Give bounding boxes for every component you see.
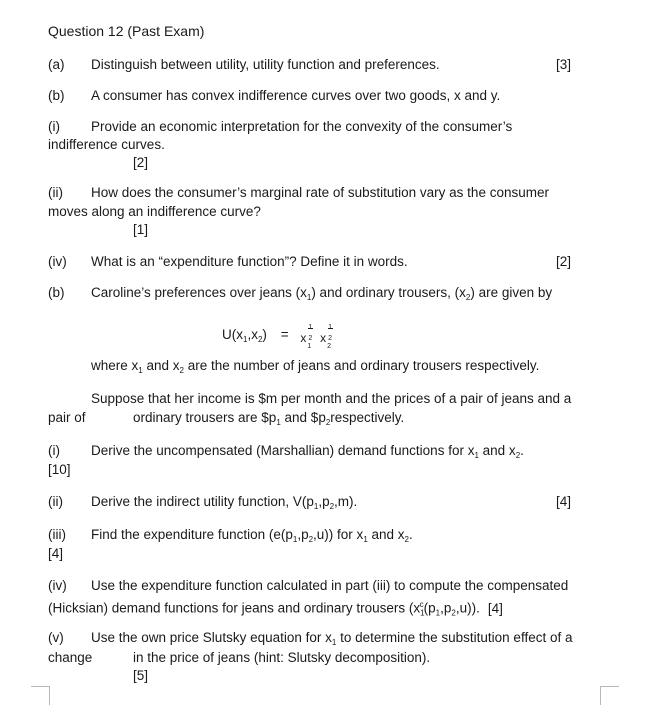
q-ii1-label: (ii): [48, 185, 63, 200]
q-ii1-line1: How does the consumer’s marginal rate of substitution vary as the consumer: [91, 185, 549, 200]
q-i1-line1: Provide an economic interpretation for the convexity of the consumer’s: [91, 119, 513, 134]
q-i1-label: (i): [48, 119, 60, 134]
question-title: Question 12 (Past Exam): [48, 23, 205, 39]
q-i2-marks: [10]: [48, 462, 71, 477]
q-v2-line1: Use the own price Slutsky equation for $x_1$ to determine the substitution effect of a: [91, 630, 573, 647]
q-v2-lead: change: [48, 650, 93, 665]
q-iv2-marks: [4]: [487, 600, 503, 616]
q-iv2-label: (iv): [48, 578, 67, 593]
where-text: where $x_1$ and $x_2$ are the number of jeans and ordinary trousers respectively.: [91, 358, 540, 375]
q-iv1-text: What is an “expenditure function”? Define it in words.: [91, 254, 408, 269]
q-i2-label: (i): [48, 443, 60, 458]
q-a-text: Distinguish between utility, utility function and preferences.: [91, 57, 440, 72]
q-iii2-label: (iii): [48, 527, 66, 542]
q-v2-label: (v): [48, 630, 64, 645]
q-iv1-marks: [2]: [556, 254, 572, 269]
q-ii2-text: Derive the indirect utility function, $V(p_1,p_2,m)$.: [91, 494, 358, 511]
suppose-line2: ordinary trousers are $\$p_1$ and $\$p_2respectively$.: [133, 410, 405, 427]
q-a-marks: [3]: [556, 57, 572, 72]
q-b2-text: Caroline’s preferences over jeans $(x_1)$ and ordinary trousers, $(x_2)$ are given by: [91, 285, 553, 302]
page-corner-mark-right: [600, 686, 619, 705]
utility-formula: $U(x_1,x_2)$ = x 1 2 1 x 1 2 2: [222, 325, 334, 344]
q-ii1-marks: [1]: [133, 222, 149, 237]
q-b1-label: (b): [48, 88, 65, 103]
q-v2-line2: in the price of jeans (hint: Slutsky decomposition).: [133, 650, 431, 665]
q-i1-marks: [2]: [133, 155, 149, 170]
q-b2-label: (b): [48, 285, 65, 300]
q-iv2-line2: (Hicksian) demand functions for jeans and ordinary trousers $(x_1^c(p_1,p_2,u))$. [4]: [48, 600, 503, 618]
q-iv2-line1: Use the expenditure function calculated in part (iii) to compute the compensated: [91, 578, 569, 593]
suppose-line1: Suppose that her income is $m per month and the prices of a pair of jeans and a: [91, 391, 572, 406]
q-ii2-marks: [4]: [556, 494, 572, 509]
q-i2-text: Derive the uncompensated (Marshallian) demand functions for $x_1$ and $x_2$.: [91, 443, 524, 460]
q-ii2-label: (ii): [48, 494, 63, 509]
formula-term-x2: x 1 2 2: [320, 324, 333, 350]
q-i1-line2: indifference curves.: [48, 137, 165, 152]
q-iii2-marks: [4]: [48, 546, 64, 561]
q-ii1-line2: moves along an indifference curve?: [48, 204, 261, 219]
q-b1-text: A consumer has convex indifference curves over two goods, x and y.: [91, 88, 501, 103]
suppose-lead: pair of: [48, 410, 86, 425]
page-corner-mark-left: [31, 686, 50, 705]
q-v2-marks: [5]: [133, 668, 149, 683]
q-iii2-text: Find the expenditure function $(e(p_1,p_2,u))$ for $x_1$ and $x_2$.: [91, 527, 413, 544]
q-a-label: (a): [48, 57, 65, 72]
formula-term-x1: x 1 2 1: [300, 324, 313, 350]
q-iv1-label: (iv): [48, 254, 67, 269]
